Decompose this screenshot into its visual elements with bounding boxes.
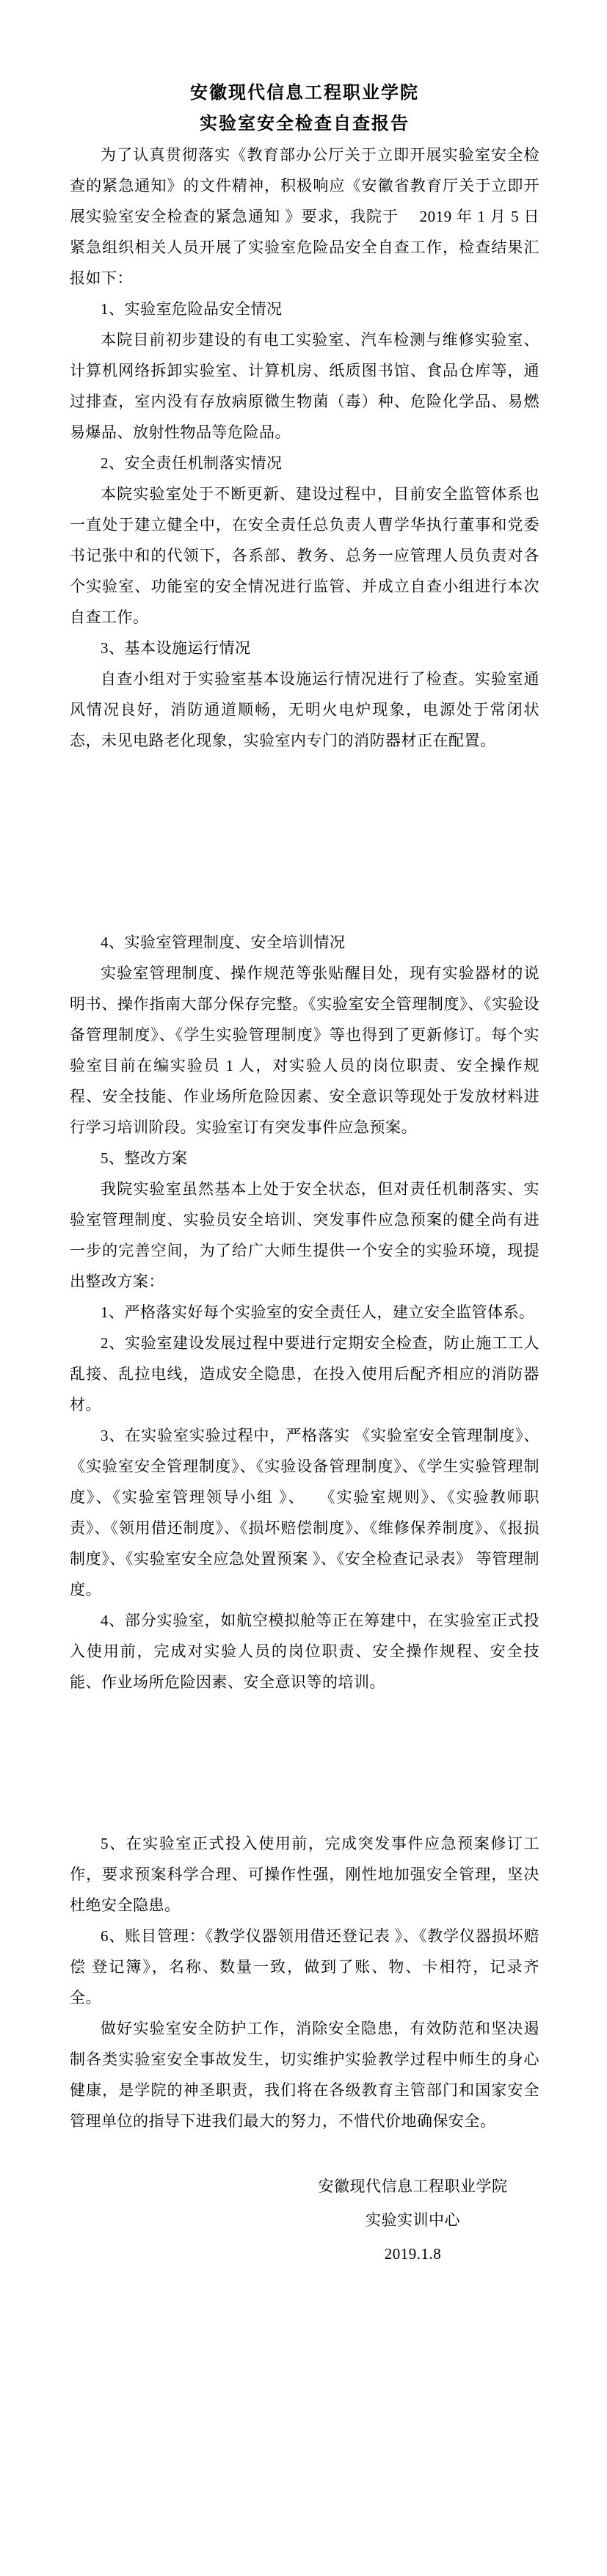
page-break-spacer-2: [70, 1698, 539, 1828]
section-1-heading: 1、实验室危险品安全情况: [101, 300, 283, 318]
section-3-body: 自查小组对于实验室基本设施运行情况进行了检查。实验室通风情况良好，消防通道顺畅，无明火电炉现象，电源处于常闭状态，未见电路老化现象，实验室内专门的消防器材正在配置。: [70, 670, 539, 749]
closing-paragraph: 做好实验室安全防护工作，消除安全隐患，有效防范和坚决遏制各类实验室安全事故发生，切实维护实验教学过程中师生的身心健康，是学院的神圣职责，我们将在各级教育主管部门和国家安全管理单位的指导下进我们最大的努力，不惜代价地确保安全。: [70, 2020, 539, 2130]
signature-dept: 实验实训中心: [366, 2211, 460, 2229]
section-2-heading: 2、安全责任机制落实情况: [101, 454, 283, 472]
measure-item-2: 2、实验室建设发展过程中要进行定期安全检查，防止施工工人乱接、乱拉电线，造成安全隐患，在投入使用后配齐相应的消防器材。: [70, 1334, 539, 1413]
measure-item-1: 1、严格落实好每个实验室的安全责任人，建立安全监管体系。: [101, 1303, 535, 1321]
section-4-body: 实验室管理制度、操作规范等张贴醒目处，现有实验器材的说明书、操作指南大部分保存完整。《实验室安全管理制度》、《实验设备管理制度》、《学生实验管理制度》等也得到了更新修订。每个实验室目前在编实验员 1 人，对实验人员的岗位职责、安全操作规程、安全技能、作业场所危险因素、安全意识等现处于发放材料进行学习培训阶段。实验室订有突发事件应急预案。: [70, 964, 539, 1136]
signature-date: 2019.1.8: [384, 2245, 442, 2263]
section-2-body: 本院实验室处于不断更新、建设过程中，目前安全监管体系也一直处于建立健全中，在安全责任总负责人曹学华执行董事和党委书记张中和的代领下，各系部、教务、总务一应管理人员负责对各个实验室、功能室的安全情况进行监管、并成立自查小组进行本次自查工作。: [70, 485, 539, 626]
measure-item-4: 4、部分实验室，如航空模拟舱等正在筹建中，在实验室正式投入使用前，完成对实验人员的岗位职责、安全操作规程、安全技能、作业场所危险因素、安全意识等的培训。: [70, 1612, 539, 1691]
measure-item-6: 6、账目管理：《教学仪器领用借还登记表 》、《教学仪器损坏赔偿 登记簿》，名称、数量一致，做到了账、物、卡相符，记录齐全。: [70, 1927, 539, 2006]
section-1-body: 本院目前初步建设的有电工实验室、汽车检测与维修实验室、计算机网络拆卸实验室、计算机房、纸质图书馆、食品仓库等，通过排查，室内没有存放病原微生物菌（毒）种、危险化学品、易燃易爆品、放射性物品等危险品。: [70, 331, 539, 441]
measure-item-3: 3、在实验室实验过程中，严格落实 《实验室安全管理制度》、《实验室安全管理制度》、《实验设备管理制度》、《学生实验管理制度》、《实验室管理领导小组 》、 《实验室规则》、《实验教师职责》、《领用借还制度》、《损坏赔偿制度》、《维修保养制度》、《报损制度》、《实验室安全应急处置预案 》、《安全检查记录表》 等管理制度。: [70, 1427, 539, 1598]
page-break-spacer-1: [70, 756, 539, 927]
doc-title-line1: 安徽现代信息工程职业学院: [190, 84, 419, 103]
section-3-heading: 3、基本设施运行情况: [101, 639, 251, 657]
intro-paragraph: 为了认真贯彻落实《教育部办公厅关于立即开展实验室安全检查的紧急通知》的文件精神，积极响应《安徽省教育厅关于立即开展实验室安全检查的紧急通知 》要求，我院于 2019 年 1 月 5 日紧急组织相关人员开展了实验室危险品安全自查工作，检查结果汇报如下：: [70, 146, 539, 287]
measure-item-5: 5、在实验室正式投入使用前，完成突发事件应急预案修订工作，要求预案科学合理、可操作性强，刚性地加强安全管理，坚决杜绝安全隐患。: [70, 1835, 539, 1914]
section-5-heading: 5、整改方案: [101, 1149, 188, 1167]
section-5-body: 我院实验室虽然基本上处于安全状态，但对责任机制落实、实验室管理制度、实验员安全培训、突发事件应急预案的健全尚有进一步的完善空间，为了给广大师生提供一个安全的实验环境，现提出整改方案：: [70, 1180, 539, 1290]
doc-title-line2: 实验室安全检查自查报告: [200, 114, 410, 134]
section-4-heading: 4、实验室管理制度、安全培训情况: [101, 934, 346, 951]
signature-block: [286, 2169, 539, 2271]
signature-org: 安徽现代信息工程职业学院: [318, 2177, 508, 2195]
